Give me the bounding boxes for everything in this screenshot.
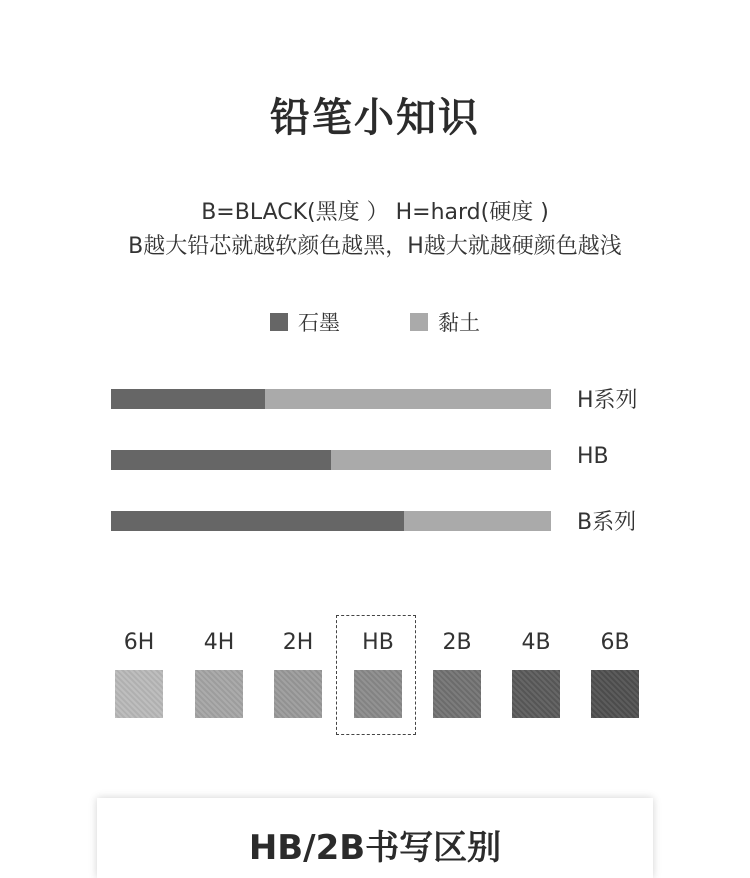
grade-label: 4B — [521, 630, 551, 655]
grade-label: HB — [362, 630, 394, 655]
grade-item — [575, 628, 655, 718]
legend-swatch-graphite — [270, 313, 288, 331]
legend-item-graphite — [270, 307, 340, 337]
grade-label: 6B — [600, 630, 630, 655]
bar-graphite-segment — [111, 511, 404, 531]
grade-swatch — [274, 670, 322, 718]
grade-label: 2H — [282, 630, 314, 655]
bar-graphite-segment — [111, 450, 331, 470]
legend-label-graphite: 石墨 — [298, 311, 340, 335]
bar-category-label: B系列 — [577, 510, 637, 535]
grade-swatch — [591, 670, 639, 718]
intro-line-2: B越大铅芯就越软颜色越黑，H越大就越硬颜色越浅 — [128, 234, 622, 259]
grade-swatch — [115, 670, 163, 718]
grade-swatch — [354, 670, 402, 718]
grade-item — [179, 628, 259, 718]
bar-row — [111, 510, 637, 535]
grade-label: 2B — [442, 630, 472, 655]
grade-item — [338, 628, 418, 718]
grade-swatch — [195, 670, 243, 718]
legend-item-clay — [410, 307, 480, 337]
grade-item — [99, 628, 179, 718]
bar-row — [111, 444, 609, 470]
bar-row — [111, 388, 638, 413]
card-title: HB/2B书写区别 — [248, 828, 502, 868]
bar-category-label: HB — [577, 444, 609, 469]
grade-item — [417, 628, 497, 718]
bar-category-label: H系列 — [577, 388, 638, 413]
grade-swatch — [512, 670, 560, 718]
intro-line-1: B=BLACK(黑度 ） H=hard(硬度 ) — [201, 200, 549, 225]
grade-item — [258, 628, 338, 718]
grade-swatch — [433, 670, 481, 718]
chart-legend — [0, 307, 750, 337]
grade-label: 6H — [123, 630, 155, 655]
grade-item — [496, 628, 576, 718]
page-title: 铅笔小知识 — [270, 95, 480, 141]
legend-label-clay: 黏土 — [438, 311, 480, 335]
grade-label: 4H — [203, 630, 235, 655]
writing-comparison-card — [97, 798, 653, 878]
legend-swatch-clay — [410, 313, 428, 331]
bar-graphite-segment — [111, 389, 265, 409]
